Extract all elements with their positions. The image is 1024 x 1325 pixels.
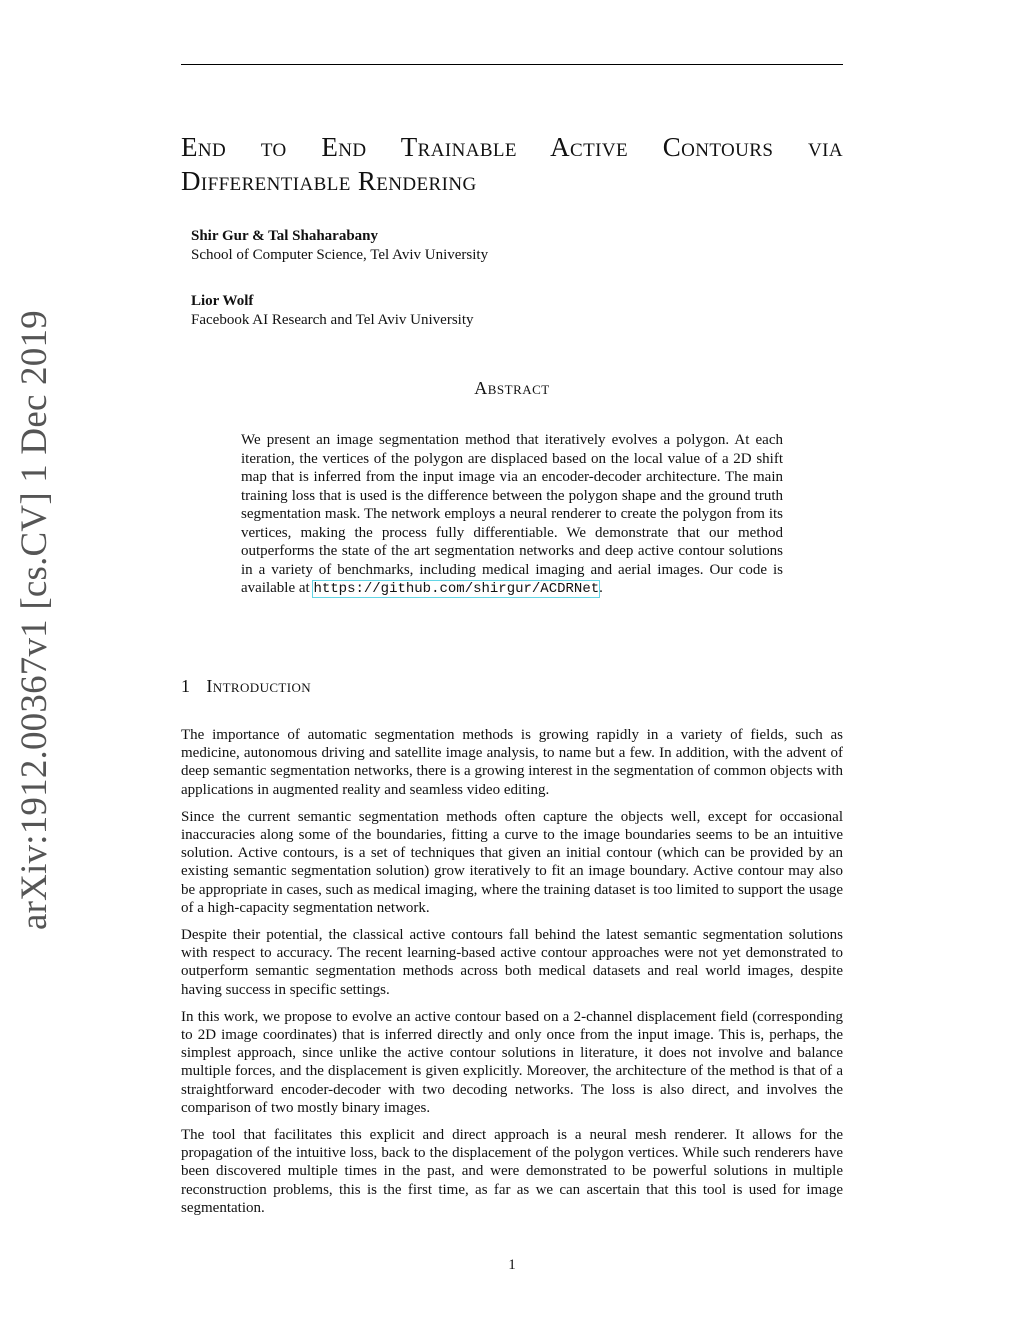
title-line-2: Differentiable Rendering bbox=[181, 166, 477, 196]
paragraph: In this work, we propose to evolve an active contour based on a 2-channel displacement field (corresponding to 2D image coordinates) that is inferred directly and only once from the input image. This is, perhaps, the simplest approach, since unlike the active contour solutions in literature, it does not involve and balance multiple forces, and the displacement is given explicitly. Moreover, the architecture of the method is that of a straightforward encoder-decoder with two decoding networks. The loss is also direct, and involves the comparison of two mostly binary images. bbox=[181, 1008, 843, 1116]
abstract-body-text: We present an image segmentation method that iteratively evolves a polygon. At each iteration, the vertices of the polygon are displaced based on the local value of a 2D shift map that is inferred from the input image via an encoder-decoder architecture. The main training loss that is used is the difference between the polygon shape and the ground truth segmentation mask. The network employs a neural renderer to create the polygon from its vertices, making the process fully differentiable. We demonstrate that our method outperforms the state of the art segmentation networks and deep active contour solutions in a variety of benchmarks, including medical imaging and aerial images. Our code is available at bbox=[241, 432, 783, 596]
section-number: 1 bbox=[181, 676, 191, 696]
author-names: Shir Gur & Tal Shaharabany bbox=[191, 228, 379, 244]
title-line-1: End to End Trainable Active Contours via bbox=[181, 132, 843, 162]
page-number: 1 bbox=[508, 1257, 516, 1273]
paper-title bbox=[181, 130, 843, 198]
author-affiliation: Facebook AI Research and Tel Aviv University bbox=[191, 312, 474, 328]
top-rule bbox=[181, 64, 843, 65]
arxiv-stamp: arXiv:1912.00367v1 [cs.CV] 1 Dec 2019 bbox=[14, 310, 55, 930]
paragraph: The tool that facilitates this explicit and direct approach is a neural mesh renderer. It allows for the propagation of the intuitive loss, back to the displacement of the polygon vertices. While such renderers have been discovered multiple times in the past, and were demonstrated to be powerful solutions in multiple reconstruction problems, this is the first time, as far as we can ascertain that this tool is used for image segmentation. bbox=[181, 1127, 843, 1216]
abstract-text bbox=[241, 431, 783, 599]
author-names: Lior Wolf bbox=[191, 293, 254, 309]
section-title: Introduction bbox=[206, 676, 312, 696]
author-block-1 bbox=[191, 227, 488, 265]
section-heading bbox=[181, 676, 311, 697]
author-block-2 bbox=[191, 292, 474, 330]
abstract-heading: Abstract bbox=[474, 378, 550, 398]
author-affiliation: School of Computer Science, Tel Aviv University bbox=[191, 247, 489, 263]
abstract-trailing: . bbox=[599, 580, 603, 596]
paragraph: The importance of automatic segmentation methods is growing rapidly in a variety of fields, such as medicine, autonomous driving and satellite image analysis, to name but a few. In addition, with the advent of deep semantic segmentation networks, there is a growing interest in the segmentation of common objects with applications in augmented reality and seamless video editing. bbox=[181, 727, 843, 798]
code-link[interactable]: https://github.com/shirgur/ACDRNet bbox=[313, 581, 600, 597]
paragraph: Despite their potential, the classical active contours fall behind the latest semantic segmentation solutions with respect to accuracy. The recent learning-based active contour approaches were not yet demonstrated to outperform semantic segmentation methods across both medical datasets and real world images, despite having success in specific settings. bbox=[181, 927, 843, 998]
paragraph: Since the current semantic segmentation methods often capture the objects well, except for occasional inaccuracies along some of the boundaries, fitting a curve to the image boundaries seems to be an intuitive solution. Active contours, is a set of techniques that given an initial contour (which can be provided by an existing semantic segmentation solution) grow iteratively to fit an image boundary. Active contour may also be appropriate in cases, such as medical imaging, where the training dataset is too limited to support the usage of a high-capacity segmentation network. bbox=[181, 808, 843, 916]
introduction-body bbox=[181, 726, 843, 1226]
